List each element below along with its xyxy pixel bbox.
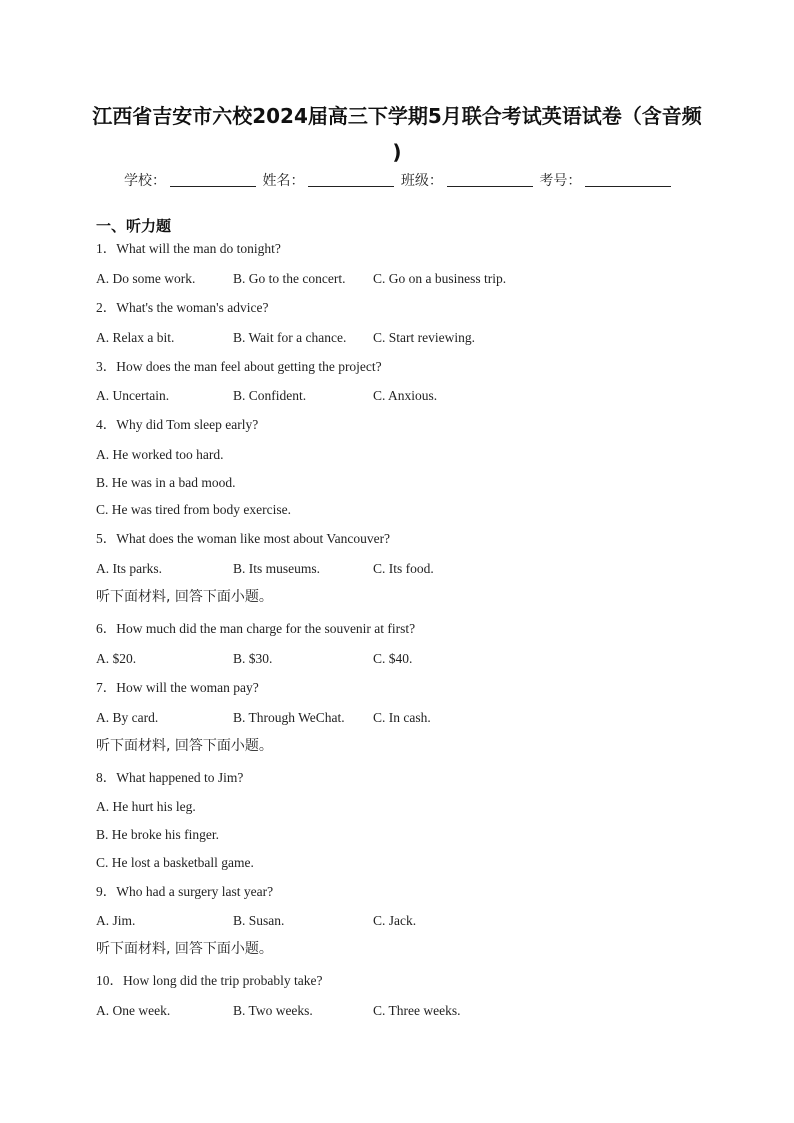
option-b[interactable]: B. Go to the concert. xyxy=(233,271,346,286)
title-line-2: ) xyxy=(392,140,402,164)
exam-number-label: 考号： xyxy=(539,173,582,189)
option-c[interactable]: C. Anxious. xyxy=(373,388,438,403)
question-stem: 1．What will the man do tonight? xyxy=(96,241,281,256)
name-blank[interactable] xyxy=(308,172,394,187)
exam-title xyxy=(90,98,704,170)
class-blank[interactable] xyxy=(447,172,533,187)
option-c[interactable]: C. In cash. xyxy=(373,710,431,725)
option-a[interactable]: A. One week. xyxy=(96,1003,171,1018)
student-info-row xyxy=(124,170,673,190)
question-stem: 7．How will the woman pay? xyxy=(96,680,259,695)
option-b[interactable]: B. He was in a bad mood. xyxy=(96,475,236,490)
listening-directive: 听下面材料, 回答下面小题。 xyxy=(96,941,273,957)
option-a[interactable]: A. Relax a bit. xyxy=(96,330,175,345)
option-a[interactable]: A. Do some work. xyxy=(96,271,196,286)
exam-number-blank[interactable] xyxy=(585,172,671,187)
option-a[interactable]: A. $20. xyxy=(96,651,137,666)
option-b[interactable]: B. Susan. xyxy=(233,913,285,928)
option-c[interactable]: C. He was tired from body exercise. xyxy=(96,502,291,517)
option-c[interactable]: C. Start reviewing. xyxy=(373,330,475,345)
option-a[interactable]: A. He worked too hard. xyxy=(96,447,224,462)
option-c[interactable]: C. Go on a business trip. xyxy=(373,271,507,286)
question-stem: 5．What does the woman like most about Vancouver? xyxy=(96,531,391,546)
option-c[interactable]: C. $40. xyxy=(373,651,413,666)
question-stem: 9．Who had a surgery last year? xyxy=(96,884,274,899)
option-b[interactable]: B. Two weeks. xyxy=(233,1003,313,1018)
option-b[interactable]: B. Its museums. xyxy=(233,561,321,576)
title-line-1: 江西省吉安市六校2024届高三下学期5月联合考试英语试卷（含音频 xyxy=(92,104,702,128)
question-stem: 6．How much did the man charge for the souvenir at first? xyxy=(96,621,416,636)
option-b[interactable]: B. Through WeChat. xyxy=(233,710,345,725)
option-c[interactable]: C. Its food. xyxy=(373,561,434,576)
question-stem: 10．How long did the trip probably take? xyxy=(96,973,323,988)
question-stem: 8．What happened to Jim? xyxy=(96,770,244,785)
listening-directive: 听下面材料, 回答下面小题。 xyxy=(96,738,273,754)
school-label: 学校： xyxy=(124,173,166,189)
option-b[interactable]: B. Confident. xyxy=(233,388,307,403)
option-c[interactable]: C. He lost a basketball game. xyxy=(96,855,254,870)
option-c[interactable]: C. Three weeks. xyxy=(373,1003,461,1018)
class-label: 班级： xyxy=(400,173,443,189)
option-a[interactable]: A. Jim. xyxy=(96,913,136,928)
option-a[interactable]: A. Its parks. xyxy=(96,561,162,576)
listening-directive: 听下面材料, 回答下面小题。 xyxy=(96,589,273,605)
option-b[interactable]: B. He broke his finger. xyxy=(96,827,219,842)
option-b[interactable]: B. Wait for a chance. xyxy=(233,330,347,345)
question-stem: 4．Why did Tom sleep early? xyxy=(96,417,259,432)
option-a[interactable]: A. By card. xyxy=(96,710,159,725)
section-heading: 一、听力题 xyxy=(96,217,172,235)
option-a[interactable]: A. He hurt his leg. xyxy=(96,799,196,814)
question-stem: 3．How does the man feel about getting the project? xyxy=(96,359,382,374)
name-label: 姓名： xyxy=(262,173,305,189)
school-blank[interactable] xyxy=(170,172,256,187)
option-a[interactable]: A. Uncertain. xyxy=(96,388,170,403)
option-c[interactable]: C. Jack. xyxy=(373,913,417,928)
option-b[interactable]: B. $30. xyxy=(233,651,273,666)
question-stem: 2．What's the woman's advice? xyxy=(96,300,269,315)
